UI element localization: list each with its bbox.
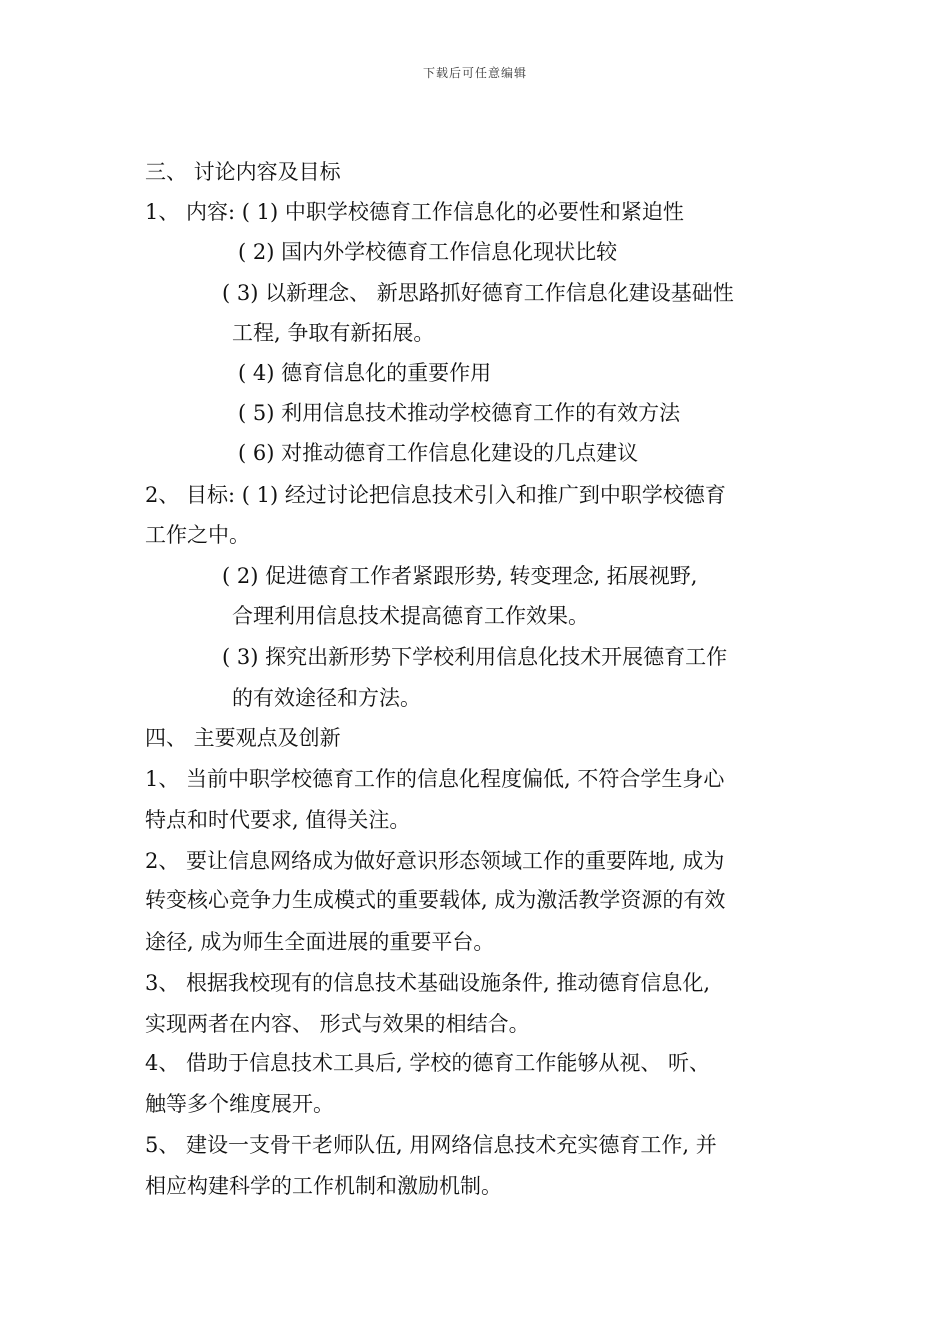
point-line-continued: 转变核心竞争力生成模式的重要载体, 成为激活教学资源的有效 bbox=[145, 888, 726, 912]
goal-subitem-continued: 合理利用信息技术提高德育工作效果。 bbox=[232, 604, 589, 628]
content-line: 1、 内容: ( 1) 中职学校德育工作信息化的必要性和紧迫性 bbox=[145, 200, 684, 224]
point-line-continued: 相应构建科学的工作机制和激励机制。 bbox=[145, 1174, 502, 1198]
point-line-continued: 途径, 成为师生全面进展的重要平台。 bbox=[145, 930, 495, 954]
content-subitem: ( 3) 以新理念、 新思路抓好德育工作信息化建设基础性 bbox=[222, 281, 734, 305]
content-subitem: ( 2) 国内外学校德育工作信息化现状比较 bbox=[238, 240, 618, 264]
point-line: 3、 根据我校现有的信息技术基础设施条件, 推动德育信息化, bbox=[145, 971, 711, 995]
point-line: 2、 要让信息网络成为做好意识形态领域工作的重要阵地, 成为 bbox=[145, 849, 725, 873]
point-line-continued: 实现两者在内容、 形式与效果的相结合。 bbox=[145, 1012, 530, 1036]
goal-line: 2、 目标: ( 1) 经过讨论把信息技术引入和推广到中职学校德育 bbox=[145, 483, 726, 507]
section-heading: 三、 讨论内容及目标 bbox=[145, 160, 341, 184]
point-line: 5、 建设一支骨干老师队伍, 用网络信息技术充实德育工作, 并 bbox=[145, 1133, 717, 1157]
point-line-continued: 触等多个维度展开。 bbox=[145, 1092, 334, 1116]
content-subitem: ( 4) 德育信息化的重要作用 bbox=[238, 361, 492, 385]
goal-line-continued: 工作之中。 bbox=[145, 523, 250, 547]
page-header: 下载后可任意编辑 bbox=[422, 66, 527, 80]
point-line: 1、 当前中职学校德育工作的信息化程度偏低, 不符合学生身心 bbox=[145, 767, 725, 791]
section-heading: 四、 主要观点及创新 bbox=[145, 726, 341, 750]
goal-subitem: ( 2) 促进德育工作者紧跟形势, 转变理念, 拓展视野, bbox=[222, 564, 698, 588]
point-line: 4、 借助于信息技术工具后, 学校的德育工作能够从视、 听、 bbox=[145, 1051, 711, 1075]
goal-subitem: ( 3) 探究出新形势下学校利用信息化技术开展德育工作 bbox=[222, 645, 728, 669]
content-subitem: ( 6) 对推动德育工作信息化建设的几点建议 bbox=[238, 441, 639, 465]
point-line-continued: 特点和时代要求, 值得关注。 bbox=[145, 808, 411, 832]
goal-subitem-continued: 的有效途径和方法。 bbox=[232, 686, 421, 710]
content-subitem: ( 5) 利用信息技术推动学校德育工作的有效方法 bbox=[238, 401, 681, 425]
content-subitem-continued: 工程, 争取有新拓展。 bbox=[232, 321, 435, 345]
